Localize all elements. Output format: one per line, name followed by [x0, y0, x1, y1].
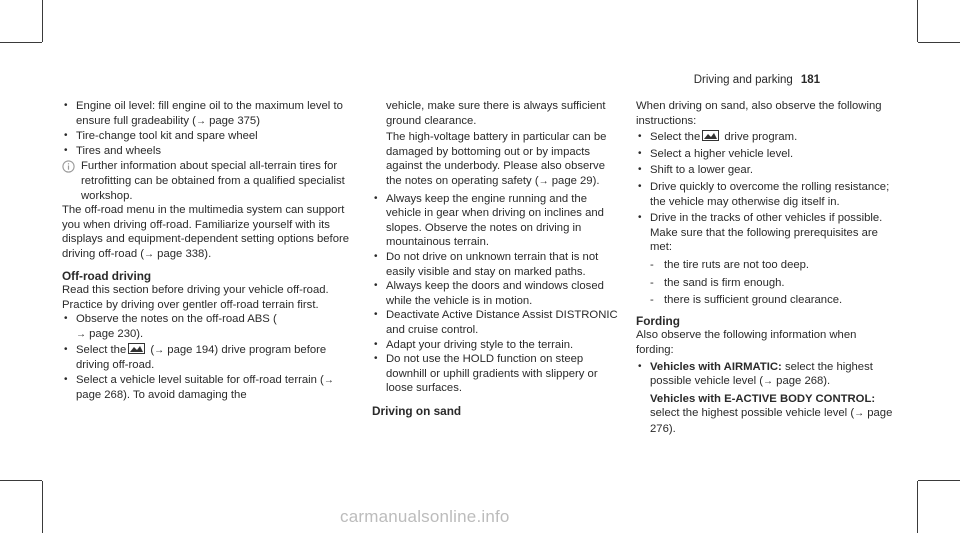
arrow-icon: → [76, 328, 86, 340]
list-item: • Select a vehicle level suitable for off-road terrain (→ page 268). To avoid damaging the [62, 373, 352, 403]
page-header [694, 73, 820, 88]
sand-drive-program-icon [702, 130, 719, 141]
list-item: • Always keep the doors and windows closed while the vehicle is in motion. [372, 279, 620, 308]
crop-mark [42, 0, 43, 42]
watermark: carmanualsonline.info [340, 507, 510, 526]
list-item: • Do not use the HOLD function on steep downhill or uphill gradients with slippery or loose surfaces. [372, 352, 620, 396]
crop-mark [0, 42, 42, 43]
section-heading: Fording [636, 313, 680, 328]
list-item: • Select the drive program. [636, 130, 896, 145]
column-3 [636, 99, 896, 436]
list-item: • Adapt your driving style to the terrain. [372, 338, 620, 353]
section-heading: Off-road driving [62, 268, 152, 283]
list-item: • Drive in the tracks of other vehicles if possible. Make sure that the following prerequisites are met: [636, 211, 896, 255]
list-item: • Engine oil level: fill engine oil to the maximum level to ensure full gradeability (→ page 375) [62, 99, 352, 129]
info-note [62, 159, 352, 203]
arrow-icon: → [154, 344, 165, 356]
crop-mark [0, 480, 42, 481]
list-item: • Do not drive on unknown terrain that is not easily visible and stay on marked paths. [372, 250, 620, 279]
list-item: • Shift to a lower gear. [636, 163, 896, 178]
list-item: • Observe the notes on the off-road ABS ( → page 230). [62, 312, 352, 342]
column-2 [372, 99, 620, 418]
arrow-icon: → [763, 376, 774, 388]
paragraph: Also observe the following information when fording: [636, 329, 857, 356]
page-number: 181 [800, 74, 820, 86]
crop-mark [918, 42, 960, 43]
dash-item: - the sand is firm enough. [636, 276, 896, 291]
section-title: Driving and parking [693, 74, 793, 86]
paragraph: vehicle, make sure there is always sufficient ground clearance. [386, 100, 606, 127]
arrow-icon: → [323, 374, 334, 386]
dash-item: - there is sufficient ground clearance. [636, 293, 896, 308]
list-item: • Tire-change tool kit and spare wheel [62, 129, 352, 144]
section-heading: Driving on sand [372, 403, 462, 418]
offroad-drive-program-icon [128, 343, 145, 354]
crop-mark [917, 481, 918, 533]
crop-mark [918, 480, 960, 481]
list-item: • Always keep the engine running and the vehicle in gear when driving on inclines and slopes. Observe the notes on driving in mountainous terrain. [372, 192, 620, 250]
list-item: • Drive quickly to overcome the rolling resistance; the vehicle may otherwise dig itself in. [636, 180, 896, 209]
paragraph: Vehicles with E-ACTIVE BODY CONTROL: select the highest possible vehicle level (→ page 276). [650, 392, 893, 435]
list-item: • Tires and wheels [62, 144, 352, 159]
dash-item: - the tire ruts are not too deep. [636, 258, 896, 273]
paragraph: The high-voltage battery in particular can be damaged by bottoming out or by impacts against the underbody. Please also observe the notes on operating safety (→ page 29). [386, 131, 607, 187]
arrow-icon: → [144, 248, 155, 260]
arrow-icon: → [538, 175, 549, 187]
list-item: • Vehicles with AIRMATIC: select the highest possible vehicle level (→ page 268). [636, 360, 896, 390]
paragraph: Read this section before driving your vehicle off-road. Practice by driving over gentler off-road terrain first. [62, 284, 329, 311]
paragraph: When driving on sand, also observe the following instructions: [636, 100, 882, 127]
crop-mark [917, 0, 918, 42]
info-icon [62, 160, 75, 173]
note-text: Further information about special all-terrain tires for retrofitting can be obtained from a qualified specialist workshop. [81, 160, 345, 202]
crop-mark [42, 481, 43, 533]
arrow-icon: → [195, 115, 206, 127]
column-1 [62, 99, 352, 403]
list-item: • Select the (→ page 194) drive program before driving off-road. [62, 343, 352, 373]
arrow-icon: → [854, 408, 865, 420]
list-item: • Deactivate Active Distance Assist DISTRONIC and cruise control. [372, 308, 620, 337]
list-item: • Select a higher vehicle level. [636, 147, 896, 162]
paragraph: The off-road menu in the multimedia system can support you when driving off-road. Familiarize yourself with its displays and equipment-dependent setting options before driving off-road (→ page 338). [62, 204, 350, 260]
